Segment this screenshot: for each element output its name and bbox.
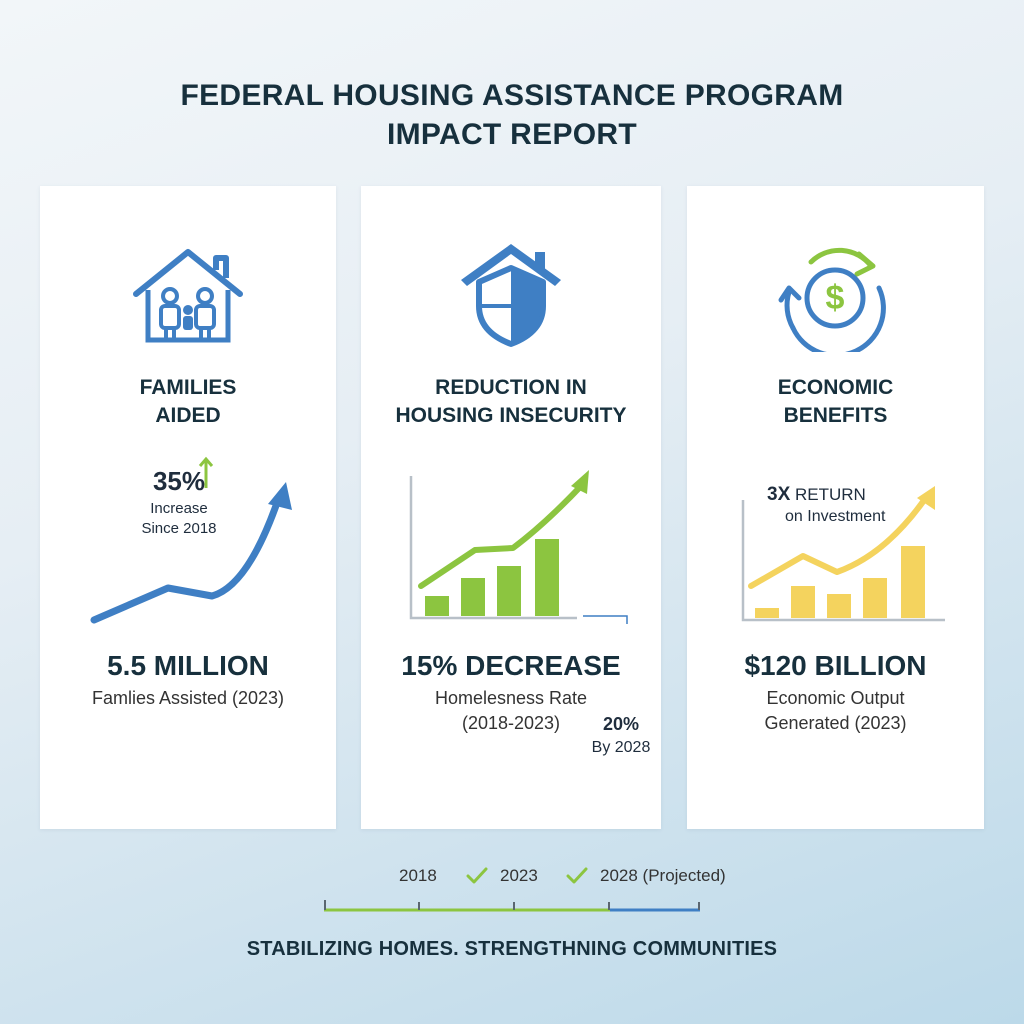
decrease-value: 15% DECREASE xyxy=(401,650,621,681)
timeline-label-2018: 2018 xyxy=(399,866,437,885)
projection-label: By 2028 xyxy=(591,739,651,756)
house-family-icon xyxy=(128,246,248,346)
decrease-caption: Homelesness Rate (2018-2023) xyxy=(434,688,588,733)
economic-output-value: $120 BILLION xyxy=(744,650,927,681)
growth-line xyxy=(94,500,278,620)
projection-callout xyxy=(583,714,659,757)
decrease-bar-chart xyxy=(405,464,645,624)
card-title: REDUCTION IN HOUSING INSECURITY xyxy=(395,376,627,427)
card-title: FAMILIES AIDED xyxy=(139,376,237,427)
check-icon xyxy=(566,866,588,886)
increase-value: 35% xyxy=(152,466,206,496)
increase-label-1: Increase xyxy=(150,500,208,517)
economic-bar-chart xyxy=(737,482,947,624)
return-word: RETURN xyxy=(794,485,866,504)
page-title xyxy=(0,76,1024,154)
growth-arrowhead xyxy=(268,482,292,510)
bar-4 xyxy=(863,578,887,618)
economic-output-caption: Economic Output Generated (2023) xyxy=(764,688,907,733)
bar-3 xyxy=(497,566,521,616)
projection-value: 20% xyxy=(602,714,640,734)
trend-line xyxy=(751,496,927,586)
title-line-2: IMPACT REPORT xyxy=(386,118,637,151)
return-multiplier: 3X xyxy=(767,484,791,505)
callout-connector xyxy=(583,616,627,624)
growth-line-chart xyxy=(88,478,298,628)
house-shield-icon xyxy=(455,240,567,352)
bar-2 xyxy=(461,578,485,616)
bar-3 xyxy=(827,594,851,618)
families-count: 5.5 MILLION xyxy=(107,650,269,681)
card-housing-insecurity xyxy=(361,186,661,829)
bar-1 xyxy=(425,596,449,616)
footer-tagline: STABILIZING HOMES. STRENGTHNING COMMUNITIES xyxy=(246,938,778,960)
timeline-label-2028: 2028 (Projected) xyxy=(600,866,726,885)
bar-1 xyxy=(755,608,779,618)
increase-label-2: Since 2018 xyxy=(141,520,217,537)
svg-text:$: $ xyxy=(825,279,845,317)
families-caption: Famlies Assisted (2023) xyxy=(91,688,285,708)
check-icon xyxy=(466,866,488,886)
return-label: on Investment xyxy=(785,508,886,525)
bar-4 xyxy=(535,539,559,616)
card-title: ECONOMIC BENEFITS xyxy=(777,376,894,427)
title-line-1: FEDERAL HOUSING ASSISTANCE PROGRAM xyxy=(180,79,844,112)
timeline-bar xyxy=(322,898,704,914)
card-economic-benefits xyxy=(687,186,984,829)
bar-2 xyxy=(791,586,815,618)
timeline-label-2023: 2023 xyxy=(500,866,538,885)
bar-5 xyxy=(901,546,925,618)
card-families-aided xyxy=(40,186,336,829)
dollar-cycle-icon xyxy=(775,236,895,352)
